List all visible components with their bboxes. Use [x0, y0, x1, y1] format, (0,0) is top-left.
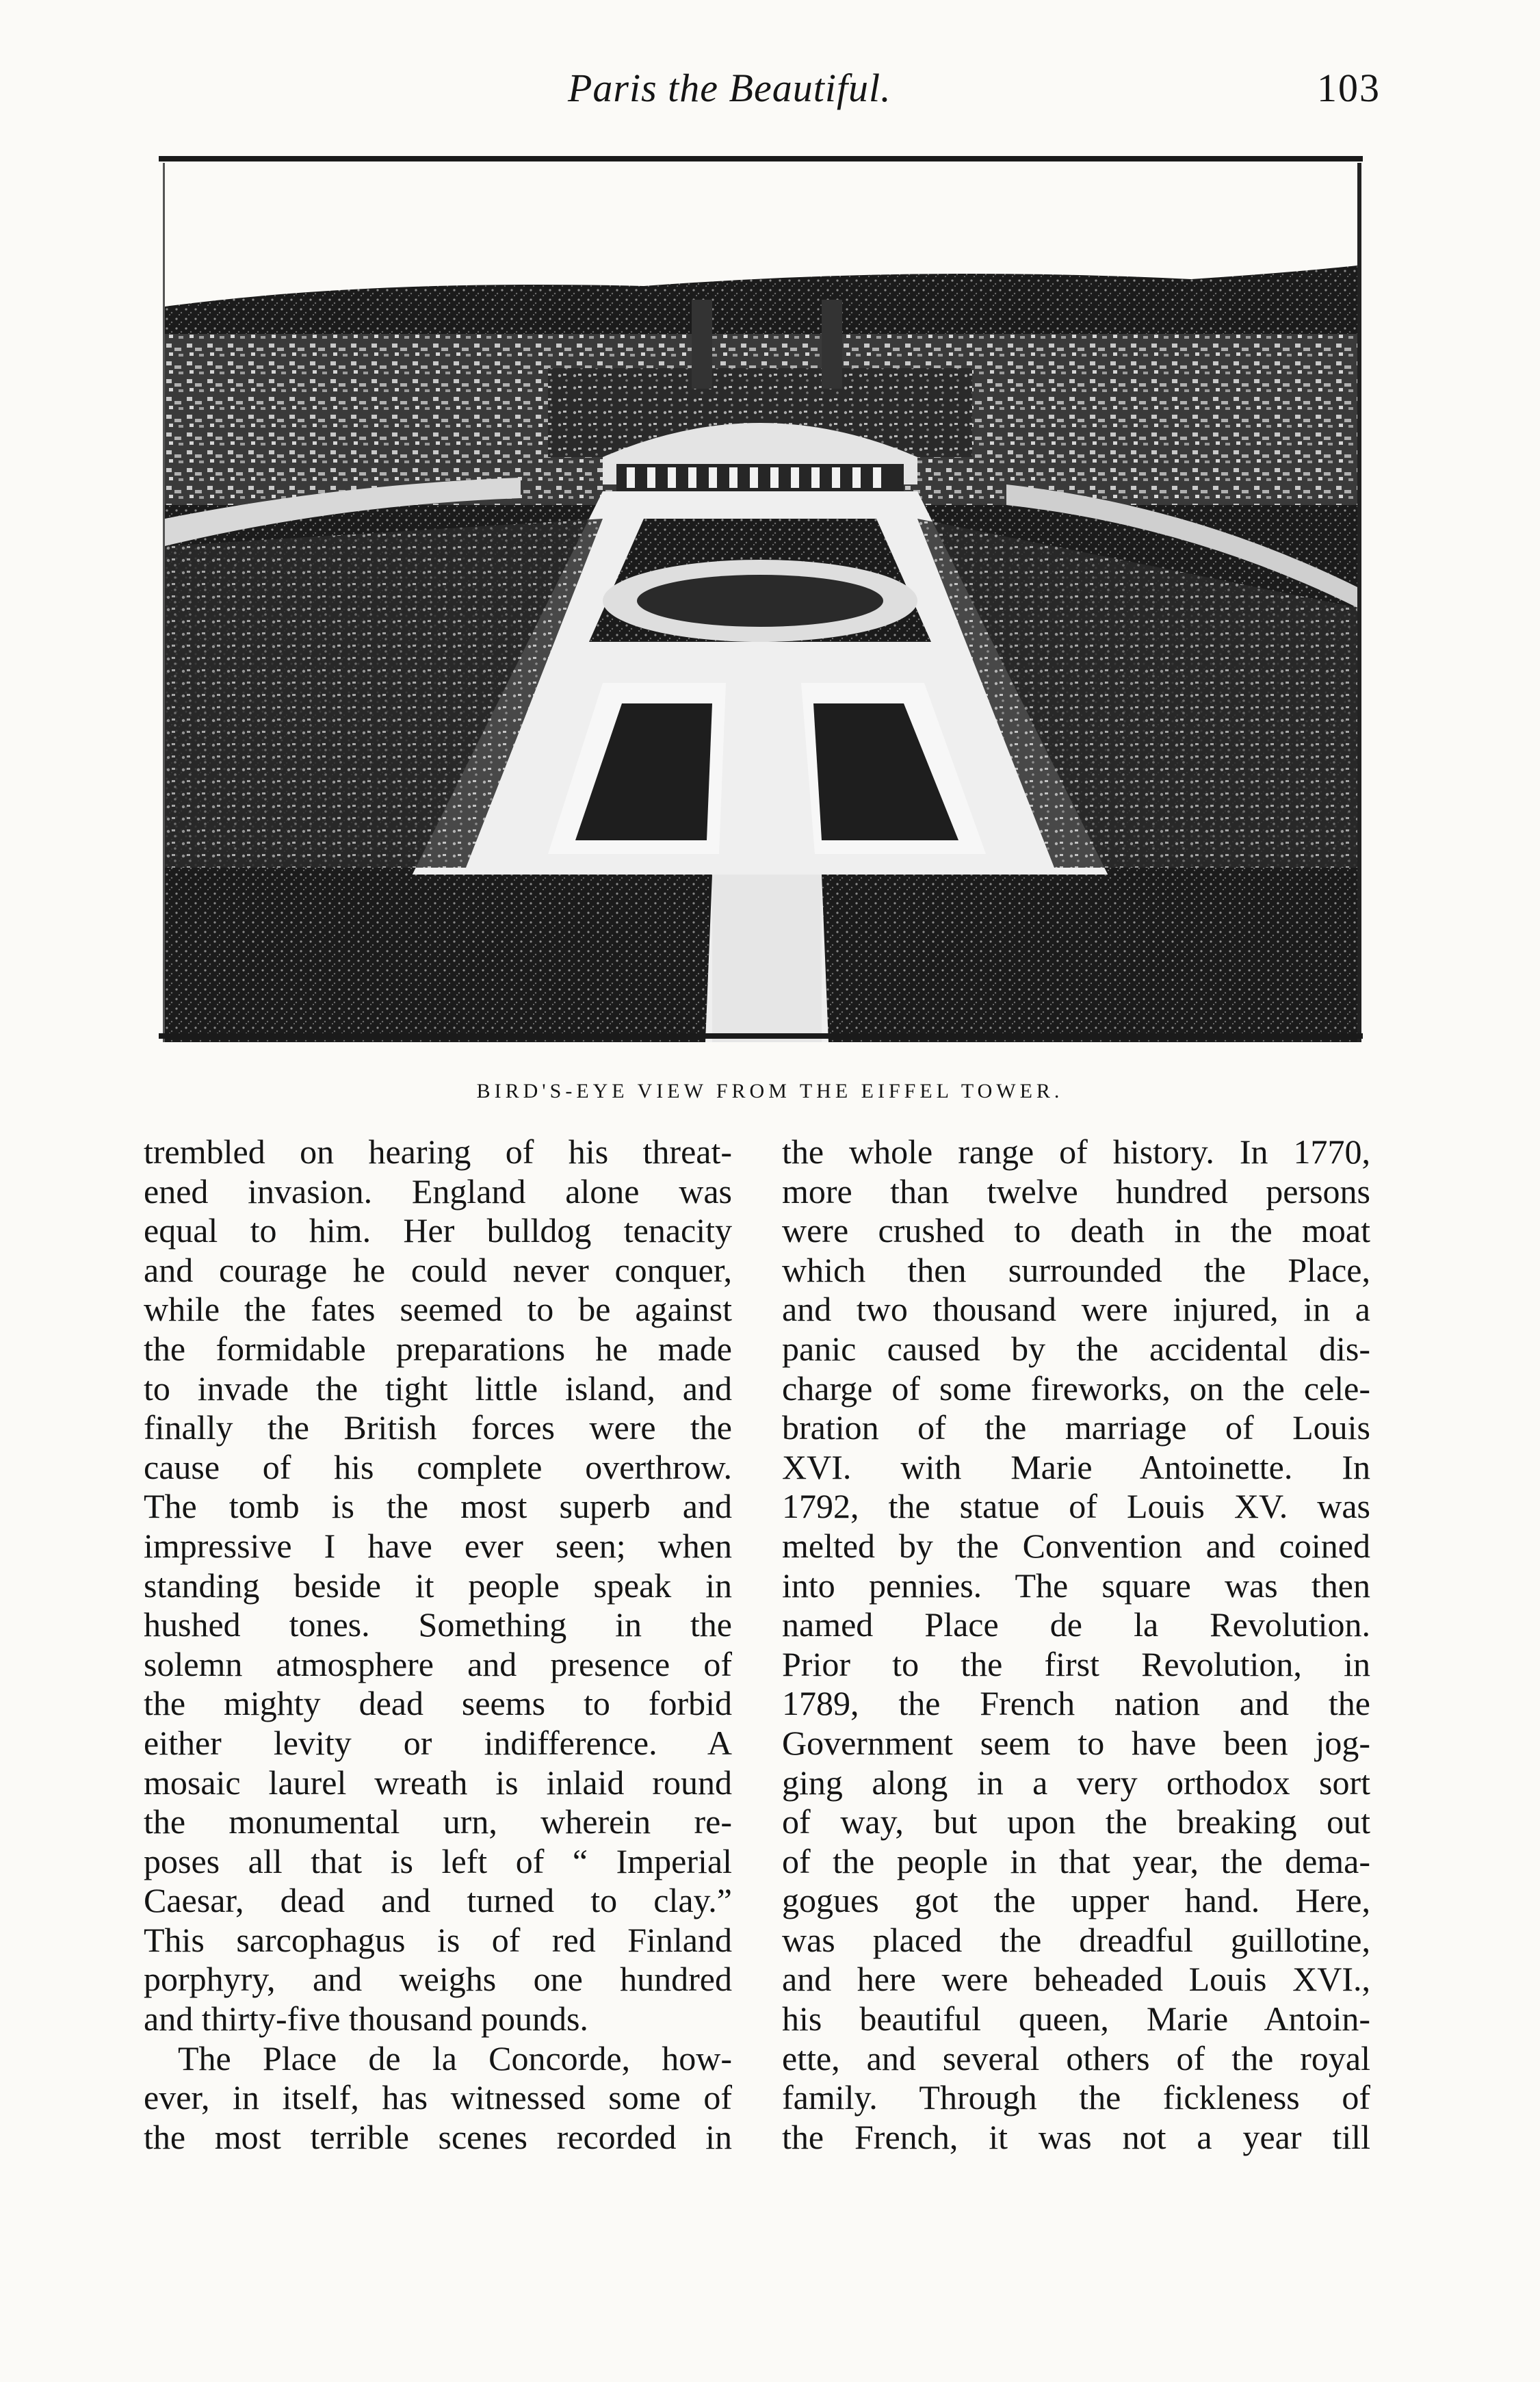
text-line: and two thousand were injured, in a	[782, 1290, 1370, 1329]
text-line: and thirty-five thousand pounds.	[144, 1999, 588, 2038]
right-text-column	[782, 1132, 1370, 2157]
text-line: while the fates seemed to be against	[144, 1290, 732, 1329]
text-line: ette, and several others of the royal	[782, 2038, 1370, 2077]
text-line: was placed the dreadful guillotine,	[782, 1920, 1370, 1959]
text-line: Government seem to have been jog-	[782, 1723, 1370, 1762]
text-line: melted by the Convention and coined	[782, 1526, 1370, 1565]
text-line: trembled on hearing of his threat-	[144, 1132, 732, 1171]
text-line: ging along in a very orthodox sort	[782, 1763, 1370, 1802]
text-line: XVI. with Marie Antoinette. In	[782, 1447, 1370, 1486]
figure-caption: BIRD'S-EYE VIEW FROM THE EIFFEL TOWER.	[476, 1080, 1064, 1102]
page-header	[0, 65, 1540, 127]
text-line: impressive I have ever seen; when	[144, 1526, 732, 1565]
text-line: the formidable preparations he made	[144, 1329, 732, 1368]
text-line: which then surrounded the Place,	[782, 1250, 1370, 1289]
text-line: were crushed to death in the moat	[782, 1211, 1370, 1250]
text-line: Prior to the first Revolution, in	[782, 1644, 1370, 1683]
text-line: of way, but upon the breaking out	[782, 1802, 1370, 1841]
text-line: his beautiful queen, Marie Antoin-	[782, 1999, 1370, 2038]
text-line: This sarcophagus is of red Finland	[144, 1920, 732, 1959]
text-line: The tomb is the most superb and	[144, 1487, 732, 1526]
text-line: named Place de la Revolution.	[782, 1605, 1370, 1644]
text-line: the monumental urn, wherein re-	[144, 1802, 732, 1841]
text-line: mosaic laurel wreath is inlaid round	[144, 1763, 732, 1802]
page-number: 103	[1317, 66, 1381, 110]
text-line: standing beside it people speak in	[144, 1566, 732, 1605]
text-line: family. Through the fickleness of	[782, 2078, 1370, 2117]
text-line: poses all that is left of “ Imperial	[144, 1841, 732, 1880]
text-line: The Place de la Concorde, how-	[178, 2038, 732, 2077]
text-line: solemn atmosphere and presence of	[144, 1644, 732, 1683]
text-line: ever, in itself, has witnessed some of	[144, 2078, 732, 2117]
text-line: bration of the marriage of Louis	[782, 1408, 1370, 1447]
birds-eye-photograph	[163, 163, 1361, 1042]
text-line: gogues got the upper hand. Here,	[782, 1881, 1370, 1920]
text-line: finally the British forces were the	[144, 1408, 732, 1447]
text-line: the most terrible scenes recorded in	[144, 2117, 732, 2156]
text-line: 1789, the French nation and the	[782, 1684, 1370, 1723]
figure-top-rule	[159, 156, 1363, 161]
text-line: panic caused by the accidental dis-	[782, 1329, 1370, 1368]
text-line: and here were beheaded Louis XVI.,	[782, 1960, 1370, 1999]
left-text-column	[144, 1132, 732, 2157]
text-line: into pennies. The square was then	[782, 1566, 1370, 1605]
text-line: equal to him. Her bulldog tenacity	[144, 1211, 732, 1250]
text-line: either levity or indifference. A	[144, 1723, 732, 1762]
text-line: more than twelve hundred persons	[782, 1171, 1370, 1211]
text-line: ened invasion. England alone was	[144, 1171, 732, 1211]
text-line: porphyry, and weighs one hundred	[144, 1960, 732, 1999]
running-title: Paris the Beautiful.	[568, 66, 891, 110]
text-line: Caesar, dead and turned to clay.”	[144, 1881, 732, 1920]
text-line: the French, it was not a year till	[782, 2117, 1370, 2156]
text-line: and courage he could never conquer,	[144, 1250, 732, 1289]
text-line: 1792, the statue of Louis XV. was	[782, 1487, 1370, 1526]
text-line: hushed tones. Something in the	[144, 1605, 732, 1644]
text-line: the mighty dead seems to forbid	[144, 1684, 732, 1723]
text-line: of the people in that year, the dema-	[782, 1841, 1370, 1880]
text-line: charge of some fireworks, on the cele-	[782, 1369, 1370, 1408]
text-line: to invade the tight little island, and	[144, 1369, 732, 1408]
text-line: the whole range of history. In 1770,	[782, 1132, 1370, 1171]
figure-bottom-rule	[159, 1033, 1363, 1039]
text-line: cause of his complete overthrow.	[144, 1447, 732, 1486]
engraving-image	[165, 163, 1357, 1042]
